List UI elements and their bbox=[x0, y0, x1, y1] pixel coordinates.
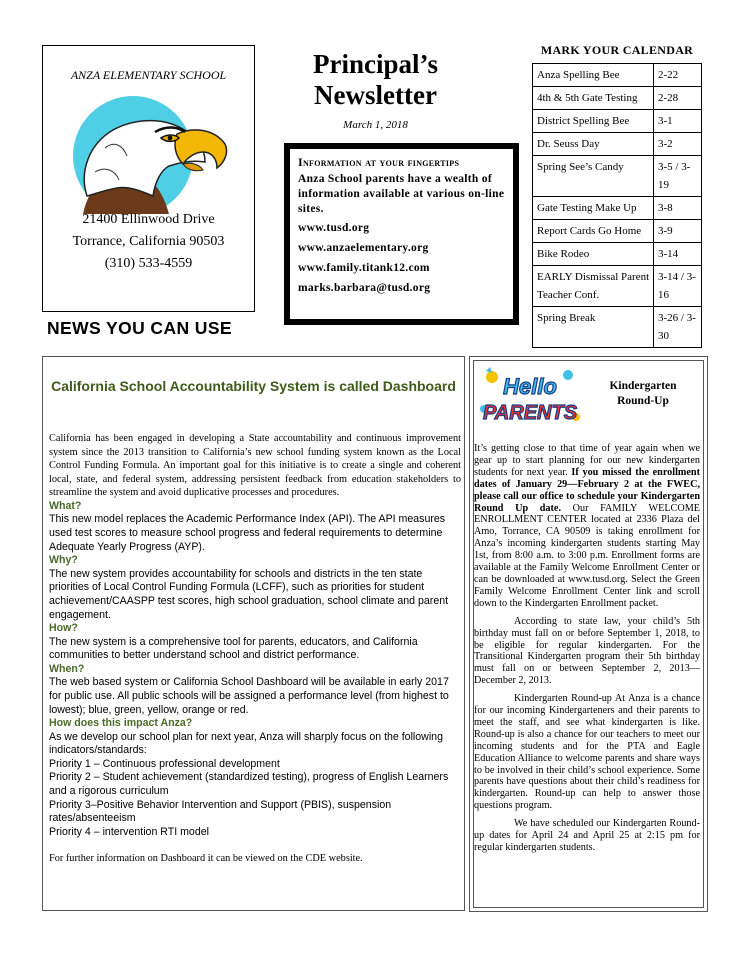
newsletter-title-line2: Newsletter bbox=[314, 80, 437, 110]
dashboard-footer: For further information on Dashboard it can be viewed on the CDE website. bbox=[49, 853, 363, 865]
calendar-event: Gate Testing Make Up bbox=[533, 197, 654, 220]
calendar-date: 2-28 bbox=[654, 87, 702, 110]
calendar-event: Report Cards Go Home bbox=[533, 220, 654, 243]
priority-item: Priority 2 – Student achievement (standardized testing), progress of English Learners and a rigorous curriculum bbox=[49, 771, 449, 797]
question-why: Why? bbox=[49, 554, 78, 567]
calendar-date: 3-8 bbox=[654, 197, 702, 220]
newsletter-date: March 1, 2018 bbox=[343, 119, 408, 131]
school-city: Torrance, California 90503 bbox=[72, 234, 225, 249]
calendar-event: Spring Break bbox=[533, 307, 654, 348]
calendar-date: 3-14 bbox=[654, 243, 702, 266]
calendar-date: 3-26 / 3-30 bbox=[654, 307, 702, 348]
calendar-event: Anza Spelling Bee bbox=[533, 64, 654, 87]
kg-p1-end: Our FAMILY WELCOME ENROLLMENT CENTER located at 2336 Plaza del Amo, Torrance, CA 90509 is taking enrollment for Anza’s incoming kindergarten students starting May 1st, from 8:00 a.m. to 3:00 p.m. Enrollment forms are available at the Family Welcome Enrollment Center or can be downloaded at www.tusd.org. Select the Green Family Welcome Enrollment Center link and scroll down to the Kindergarten Enrollment packet. bbox=[474, 502, 700, 609]
hello-parents-logo bbox=[476, 365, 584, 429]
calendar-event: Dr. Seuss Day bbox=[533, 133, 654, 156]
link-tusd[interactable]: www.tusd.org bbox=[298, 222, 370, 234]
question-what: What? bbox=[49, 499, 82, 512]
kindergarten-title-line2: Round-Up bbox=[617, 395, 669, 407]
question-impact: How does this impact Anza? bbox=[49, 717, 193, 730]
answer-why: The new system provides accountability for schools and districts in the ten state priorities of Local Control Funding Formula (LCFF), such as priorities for student achievement/CAASPP test scores, high school graduation, school climate and parent engagement. bbox=[49, 567, 449, 621]
calendar-row bbox=[533, 133, 702, 156]
link-family[interactable]: www.family.titank12.com bbox=[298, 262, 430, 274]
answer-what: This new model replaces the Academic Performance Index (API). The API measures used test scores to measure school progress and federal requirements to determine Adequate Yearly Progress (AYP). bbox=[49, 513, 446, 553]
kindergarten-title bbox=[588, 379, 698, 409]
calendar-date: 3-14 / 3-16 bbox=[654, 266, 702, 307]
link-anza[interactable]: www.anzaelementary.org bbox=[298, 242, 429, 254]
question-when: When? bbox=[49, 662, 85, 675]
kg-p1-start: It’s getting close to that time of year again when we gear up to start planning for our new kindergarten students for next year. bbox=[474, 443, 700, 478]
calendar-row bbox=[533, 307, 702, 348]
calendar-date: 3-5 / 3-19 bbox=[654, 156, 702, 197]
info-intro: Anza School parents have a wealth of information available at various on-line sites. bbox=[298, 173, 505, 215]
priority-item: Priority 1 – Continuous professional development bbox=[49, 757, 280, 770]
newsletter-title bbox=[284, 49, 467, 111]
calendar-table bbox=[532, 63, 702, 348]
calendar-date: 3-1 bbox=[654, 110, 702, 133]
calendar-event: District Spelling Bee bbox=[533, 110, 654, 133]
eagle-mascot-image bbox=[65, 86, 230, 214]
school-phone: (310) 533-4559 bbox=[104, 256, 193, 271]
news-heading: NEWS YOU CAN USE bbox=[47, 318, 232, 338]
calendar-row bbox=[533, 64, 702, 87]
info-box bbox=[284, 143, 519, 325]
calendar-title: MARK YOUR CALENDAR bbox=[540, 43, 694, 57]
dashboard-title: California School Accountability System is called Dashboard bbox=[51, 378, 456, 394]
parents-text: PARENTS bbox=[482, 402, 578, 424]
question-how: How? bbox=[49, 622, 78, 635]
kindergarten-paragraph-2: According to state law, your child’s 5th birthday must fall on or before September 1, 2018, to be eligible for regular kindergarten. For the Transitional Kindergarten program their 5th birthday must fall on or between September 2, 2013—December 2, 2013. bbox=[474, 615, 700, 687]
answer-impact: As we develop our school plan for next year, Anza will sharply focus on the following indicators/standards: bbox=[49, 730, 443, 757]
answer-how: The new system is a comprehensive tool for parents, educators, and California communities to better understand school and district performance. bbox=[49, 635, 418, 662]
calendar-date: 3-9 bbox=[654, 220, 702, 243]
calendar-date: 2-22 bbox=[654, 64, 702, 87]
calendar-row bbox=[533, 87, 702, 110]
calendar-event: 4th & 5th Gate Testing bbox=[533, 87, 654, 110]
kindergarten-article bbox=[469, 356, 708, 912]
calendar-event: EARLY Dismissal Parent Teacher Conf. bbox=[533, 266, 654, 307]
kindergarten-paragraph-1 bbox=[474, 443, 700, 610]
dashboard-article bbox=[42, 356, 465, 911]
kindergarten-paragraph-3: Kindergarten Round-up At Anza is a chance for our incoming Kindergarteners and their parents to meet the staff, and see what kindergarten is like. Round-up is also a chance for our teachers to meet our incoming students and for the PTA and Eagle Education Alliance to welcome parents and share ways to be involved in their child’s school experience. Some parents have questions about their child’s readiness for kindergarten. Round-up can help to answer those questions program. bbox=[474, 693, 700, 812]
calendar-event: Bike Rodeo bbox=[533, 243, 654, 266]
school-name: ANZA ELEMENTARY SCHOOL bbox=[70, 68, 227, 82]
hello-text: Hello bbox=[503, 374, 557, 399]
calendar-row bbox=[533, 110, 702, 133]
calendar-row bbox=[533, 266, 702, 307]
info-heading: Information at your fingertips bbox=[298, 155, 460, 169]
calendar-row bbox=[533, 243, 702, 266]
kindergarten-title-line1: Kindergarten bbox=[609, 380, 677, 392]
kg-p1-bold: If you missed the enrollment dates of January 29—February 2 at the FWEC, please call our office to schedule your Kindergarten Round Up date. bbox=[474, 466, 700, 514]
link-email[interactable]: marks.barbara@tusd.org bbox=[298, 282, 431, 294]
newsletter-title-line1: Principal’s bbox=[313, 49, 438, 79]
calendar-date: 3-2 bbox=[654, 133, 702, 156]
school-address: 21400 Ellinwood Drive bbox=[82, 212, 215, 227]
calendar-row bbox=[533, 156, 702, 197]
dashboard-intro: California has been engaged in developing a State accountability and continuous improvement system since the 2013 transition to California’s new school funding system known as the Local Control Funding Formula. An important goal for this initiative is to create a single and coherent local, state, and federal system, addressing persistent feedback from education stakeholders to streamline the system and avoid duplicative processes and procedures. bbox=[49, 433, 461, 499]
priority-item: Priority 4 – intervention RTI model bbox=[49, 825, 209, 838]
school-info-box bbox=[42, 45, 255, 312]
answer-when: The web based system or California School Dashboard will be available in early 2017 for public use. All public schools will be assigned a performance level (from highest to lowest); blue, green, yellow, orange or red. bbox=[49, 676, 449, 716]
calendar-row bbox=[533, 197, 702, 220]
kindergarten-paragraph-4: We have scheduled our Kindergarten Round-up dates for April 24 and April 25 at 2:15 pm for regular kindergarten students. bbox=[474, 818, 700, 853]
calendar-event: Spring See’s Candy bbox=[533, 156, 654, 197]
calendar-row bbox=[533, 220, 702, 243]
priority-item: Priority 3–Positive Behavior Intervention and Support (PBIS), suspension rates/absenteeism bbox=[49, 798, 392, 825]
